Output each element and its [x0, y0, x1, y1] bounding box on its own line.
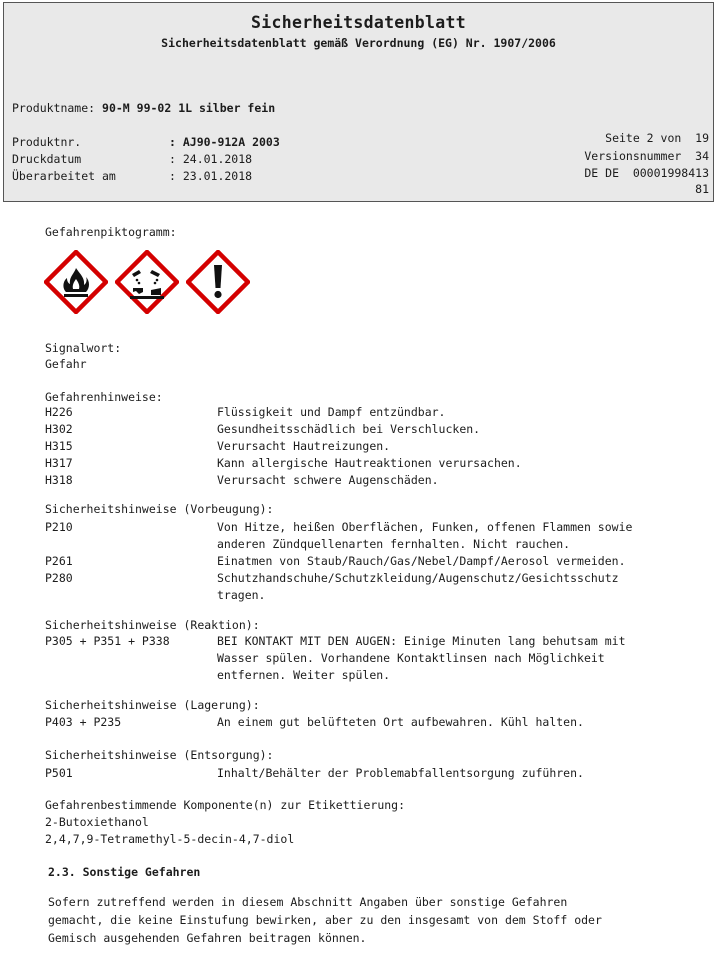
- paragraph-line: gemacht, die keine Einstufung bewirken, aber zu den insgesamt von dem Stoff oder: [48, 913, 602, 927]
- hazard-text: Verursacht schwere Augenschäden.: [217, 473, 439, 487]
- hazard-code: H302: [45, 422, 73, 436]
- components-label: Gefahrenbestimmende Komponente(n) zur Etikettierung:: [45, 798, 406, 812]
- corrosion-icon: [115, 250, 179, 314]
- revised-date-label: Überarbeitet am: [12, 169, 116, 183]
- precaution-code: P261: [45, 554, 73, 568]
- reaction-label: Sicherheitshinweise (Reaktion):: [45, 618, 260, 632]
- signal-word-label: Signalwort:: [45, 341, 122, 355]
- print-date-label: Druckdatum: [12, 152, 82, 166]
- product-name-label: Produktname:: [12, 101, 96, 115]
- hazard-code: H315: [45, 439, 73, 453]
- hazard-text: Kann allergische Hautreaktionen verursachen.: [217, 456, 522, 470]
- exclamation-icon: [186, 250, 250, 314]
- document-number: DE DE 00001998413: [584, 166, 709, 180]
- precaution-code: P305 + P351 + P338: [45, 634, 170, 648]
- precaution-code: P210: [45, 520, 73, 534]
- document-title: Sicherheitsdatenblatt: [251, 13, 466, 32]
- precaution-code: P403 + P235: [45, 715, 122, 729]
- precaution-text: BEI KONTAKT MIT DEN AUGEN: Einige Minuten lang behutsam mit: [217, 634, 626, 648]
- hazard-statements-label: Gefahrenhinweise:: [45, 390, 163, 404]
- hazard-text: Flüssigkeit und Dampf entzündbar.: [217, 405, 446, 419]
- hazard-text: Gesundheitsschädlich bei Verschlucken.: [217, 422, 481, 436]
- precaution-text: entfernen. Weiter spülen.: [217, 668, 391, 682]
- page-number: Seite 2 von 19: [605, 131, 709, 145]
- precaution-text: An einem gut belüfteten Ort aufbewahren. Kühl halten.: [217, 715, 584, 729]
- precaution-text: anderen Zündquellenarten fernhalten. Nicht rauchen.: [217, 537, 571, 551]
- version-number: Versionsnummer 34: [584, 149, 709, 163]
- document-subtitle: Sicherheitsdatenblatt gemäß Verordnung (EG) Nr. 1907/2006: [161, 36, 556, 50]
- component-item: 2,4,7,9-Tetramethyl-5-decin-4,7-diol: [45, 832, 295, 846]
- disposal-label: Sicherheitshinweise (Entsorgung):: [45, 748, 274, 762]
- revised-date-value: : 23.01.2018: [169, 169, 253, 183]
- prevention-label: Sicherheitshinweise (Vorbeugung):: [45, 502, 274, 516]
- hazard-code: H226: [45, 405, 73, 419]
- precaution-text: Von Hitze, heißen Oberflächen, Funken, offenen Flammen sowie: [217, 520, 633, 534]
- precaution-text: Inhalt/Behälter der Problemabfallentsorgung zuführen.: [217, 766, 584, 780]
- product-number-label: Produktnr.: [12, 135, 82, 149]
- paragraph-line: Gemisch ausgehenden Gefahren beitragen können.: [48, 931, 367, 945]
- component-item: 2-Butoxiethanol: [45, 815, 149, 829]
- storage-label: Sicherheitshinweise (Lagerung):: [45, 698, 260, 712]
- signal-word-value: Gefahr: [45, 357, 87, 371]
- section-heading: 2.3. Sonstige Gefahren: [48, 865, 201, 879]
- hazard-code: H318: [45, 473, 73, 487]
- document-number-suffix: 81: [695, 182, 709, 196]
- precaution-code: P280: [45, 571, 73, 585]
- hazard-text: Verursacht Hautreizungen.: [217, 439, 391, 453]
- product-number-value: : AJ90-912A 2003: [169, 135, 280, 149]
- paragraph-line: Sofern zutreffend werden in diesem Abschnitt Angaben über sonstige Gefahren: [48, 895, 568, 909]
- print-date-value: : 24.01.2018: [169, 152, 253, 166]
- precaution-text: Wasser spülen. Vorhandene Kontaktlinsen nach Möglichkeit: [217, 651, 605, 665]
- pictogram-label: Gefahrenpiktogramm:: [45, 225, 177, 239]
- product-name-value: 90-M 99-02 1L silber fein: [102, 101, 276, 115]
- hazard-code: H317: [45, 456, 73, 470]
- flame-icon: [44, 250, 108, 314]
- precaution-text: Schutzhandschuhe/Schutzkleidung/Augenschutz/Gesichtsschutz: [217, 571, 619, 585]
- precaution-text: Einatmen von Staub/Rauch/Gas/Nebel/Dampf/Aerosol vermeiden.: [217, 554, 626, 568]
- precaution-text: tragen.: [217, 588, 266, 602]
- precaution-code: P501: [45, 766, 73, 780]
